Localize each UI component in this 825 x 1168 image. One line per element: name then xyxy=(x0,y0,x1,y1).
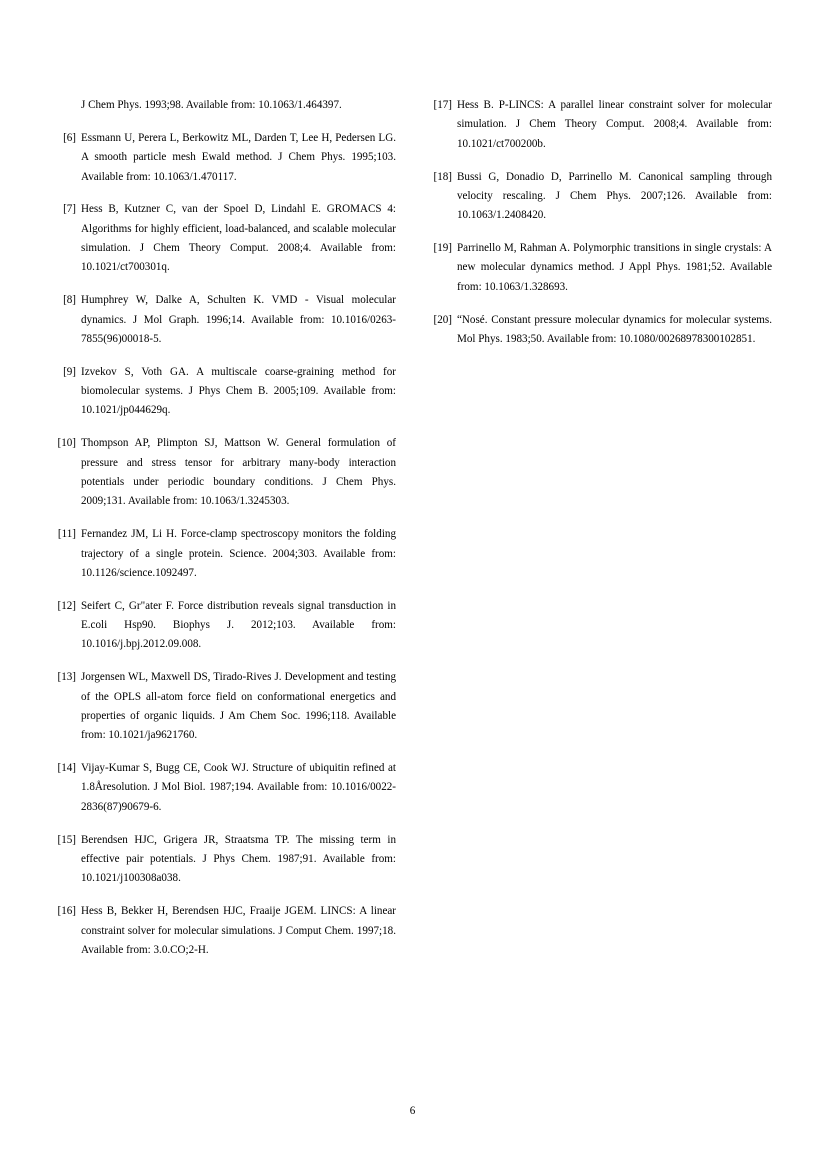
reference-label: [18] xyxy=(433,170,452,183)
reference-text: Vijay-Kumar S, Bugg CE, Cook WJ. Structure of ubiquitin refined at 1.8Åresolution. J Mol Biol. 1987;194. Available from: 10.1016/0022-2836(87)90679-6. xyxy=(81,762,396,813)
reference-text: Seifert C, Gr"ater F. Force distribution reveals signal transduction in E.coli Hsp90. Biophys J. 2012;103. Available from: 10.1016/j.bpj.2012.09.008. xyxy=(81,599,396,651)
reference-continuation: J Chem Phys. 1993;98. Available from: 10.1063/1.464397. xyxy=(81,99,342,111)
page-number: 6 xyxy=(409,1105,416,1117)
right-column xyxy=(431,96,772,974)
reference-item xyxy=(55,129,396,187)
reference-label: [16] xyxy=(57,905,76,918)
reference-text: Hess B, Kutzner C, van der Spoel D, Lindahl E. GROMACS 4: Algorithms for highly efficient, load-balanced, and scalable molecular simulation. J Chem Theory Comput. 2008;4. Available from: 10.1021/ct700301q. xyxy=(81,203,396,274)
reference-label: [17] xyxy=(433,99,452,111)
reference-label: [13] xyxy=(57,671,76,684)
reference-label: [12] xyxy=(57,599,76,612)
reference-text: Essmann U, Perera L, Berkowitz ML, Darden T, Lee H, Pedersen LG. A smooth particle mesh Ewald method. J Chem Phys. 1995;103. Available from: 10.1063/1.470117. xyxy=(81,131,396,183)
reference-item xyxy=(55,363,396,421)
reference-label: [19] xyxy=(433,242,452,255)
reference-label: [8] xyxy=(63,294,76,307)
reference-label: [11] xyxy=(57,528,76,541)
reference-text: Hess B, Bekker H, Berendsen HJC, Fraaije JGEM. LINCS: A linear constraint solver for molecular simulations. J Comput Chem. 1997;18. Available from: 3.0.CO;2-H. xyxy=(81,905,396,956)
reference-item xyxy=(55,831,396,889)
reference-text: Parrinello M, Rahman A. Polymorphic transitions in single crystals: A new molecular dynamics method. J Appl Phys. 1981;52. Available from: 10.1063/1.328693. xyxy=(457,242,772,293)
reference-label: [10] xyxy=(57,437,76,450)
reference-item xyxy=(55,759,396,817)
reference-text: Jorgensen WL, Maxwell DS, Tirado-Rives J. Development and testing of the OPLS all-atom force field on conformational energetics and properties of organic liquids. J Am Chem Soc. 1996;118. Available from: 10.1021/ja9621760. xyxy=(81,671,396,742)
reference-label: [7] xyxy=(63,203,76,216)
reference-item xyxy=(55,291,396,349)
left-column xyxy=(55,96,396,974)
reference-text: Izvekov S, Voth GA. A multiscale coarse-graining method for biomolecular systems. J Phys Chem B. 2005;109. Available from: 10.1021/jp044629q. xyxy=(81,365,396,417)
reference-label: [14] xyxy=(57,762,76,775)
two-column-layout xyxy=(55,96,773,974)
reference-text: Berendsen HJC, Grigera JR, Straatsma TP. The missing term in effective pair potentials. J Phys Chem. 1987;91. Available from: 10.1021/j100308a038. xyxy=(81,833,396,885)
reference-text: Bussi G, Donadio D, Parrinello M. Canonical sampling through velocity rescaling. J Chem Phys. 2007;126. Available from: 10.1063/1.2408420. xyxy=(457,170,772,222)
reference-item xyxy=(55,525,396,583)
reference-item xyxy=(431,96,772,154)
reference-text: Thompson AP, Plimpton SJ, Mattson W. General formulation of pressure and stress tensor for arbitrary many-body interaction potentials under periodic boundary conditions. J Chem Phys. 2009;131. Available from: 10.1063/1.3245303. xyxy=(81,437,396,508)
reference-text: Fernandez JM, Li H. Force-clamp spectroscopy monitors the folding trajectory of a single protein. Science. 2004;303. Available from: 10.1126/science.1092497. xyxy=(81,528,396,579)
reference-label: [15] xyxy=(57,833,76,846)
reference-item xyxy=(55,200,396,277)
reference-item xyxy=(431,168,772,226)
reference-text: Hess B. P-LINCS: A parallel linear constraint solver for molecular simulation. J Chem Theory Comput. 2008;4. Available from: 10.1021/ct700200b. xyxy=(457,99,772,150)
reference-label: [20] xyxy=(433,313,452,326)
reference-item xyxy=(55,902,396,960)
reference-item xyxy=(55,668,396,745)
reference-item xyxy=(431,311,772,350)
reference-item xyxy=(431,239,772,297)
reference-label: [6] xyxy=(63,131,76,144)
reference-text: Humphrey W, Dalke A, Schulten K. VMD - Visual molecular dynamics. J Mol Graph. 1996;14. Available from: 10.1016/0263-7855(96)00018-5. xyxy=(81,294,396,345)
reference-item xyxy=(55,434,396,511)
reference-item xyxy=(55,597,396,655)
reference-text: “Nosé. Constant pressure molecular dynamics for molecular systems. Mol Phys. 1983;50. Available from: 10.1080/00268978300102851. xyxy=(457,313,772,345)
reference-label: [9] xyxy=(63,365,76,378)
